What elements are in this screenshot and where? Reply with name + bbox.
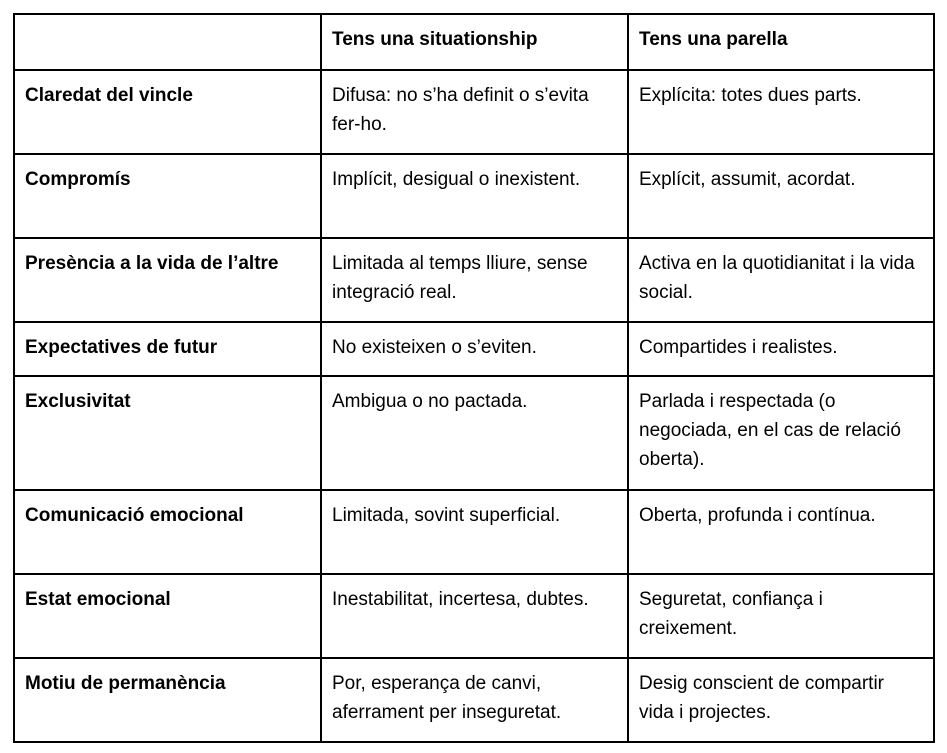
row-label: Claredat del vincle <box>14 70 321 154</box>
situationship-cell: Ambigua o no pactada. <box>321 376 628 490</box>
situationship-cell: Limitada al temps lliure, sense integració real. <box>321 238 628 322</box>
parella-cell: Oberta, profunda i contínua. <box>628 490 934 574</box>
row-label: Motiu de permanència <box>14 658 321 742</box>
table-row <box>14 376 934 490</box>
parella-cell: Compartides i realistes. <box>628 322 934 376</box>
parella-cell: Explícit, assumit, acordat. <box>628 154 934 238</box>
header-situationship: Tens una situationship <box>321 14 628 70</box>
parella-cell: Parlada i respectada (o negociada, en el cas de relació oberta). <box>628 376 934 490</box>
table-row <box>14 490 934 574</box>
situationship-cell: Implícit, desigual o inexistent. <box>321 154 628 238</box>
parella-cell: Explícita: totes dues parts. <box>628 70 934 154</box>
table-header-row <box>14 14 934 70</box>
situationship-cell: Difusa: no s’ha definit o s’evita fer-ho. <box>321 70 628 154</box>
parella-cell: Activa en la quotidianitat i la vida social. <box>628 238 934 322</box>
comparison-table <box>13 13 935 743</box>
table-row <box>14 70 934 154</box>
header-parella: Tens una parella <box>628 14 934 70</box>
table-row <box>14 658 934 742</box>
row-label: Expectatives de futur <box>14 322 321 376</box>
parella-cell: Seguretat, confiança i creixement. <box>628 574 934 658</box>
row-label: Comunicació emocional <box>14 490 321 574</box>
situationship-cell: Limitada, sovint superficial. <box>321 490 628 574</box>
table-row <box>14 154 934 238</box>
row-label: Presència a la vida de l’altre <box>14 238 321 322</box>
table-row <box>14 322 934 376</box>
table-row <box>14 574 934 658</box>
row-label: Estat emocional <box>14 574 321 658</box>
header-corner-cell <box>14 14 321 70</box>
situationship-cell: Inestabilitat, incertesa, dubtes. <box>321 574 628 658</box>
situationship-cell: Por, esperança de canvi, aferrament per inseguretat. <box>321 658 628 742</box>
table-row <box>14 238 934 322</box>
row-label: Exclusivitat <box>14 376 321 490</box>
row-label: Compromís <box>14 154 321 238</box>
situationship-cell: No existeixen o s’eviten. <box>321 322 628 376</box>
parella-cell: Desig conscient de compartir vida i projectes. <box>628 658 934 742</box>
